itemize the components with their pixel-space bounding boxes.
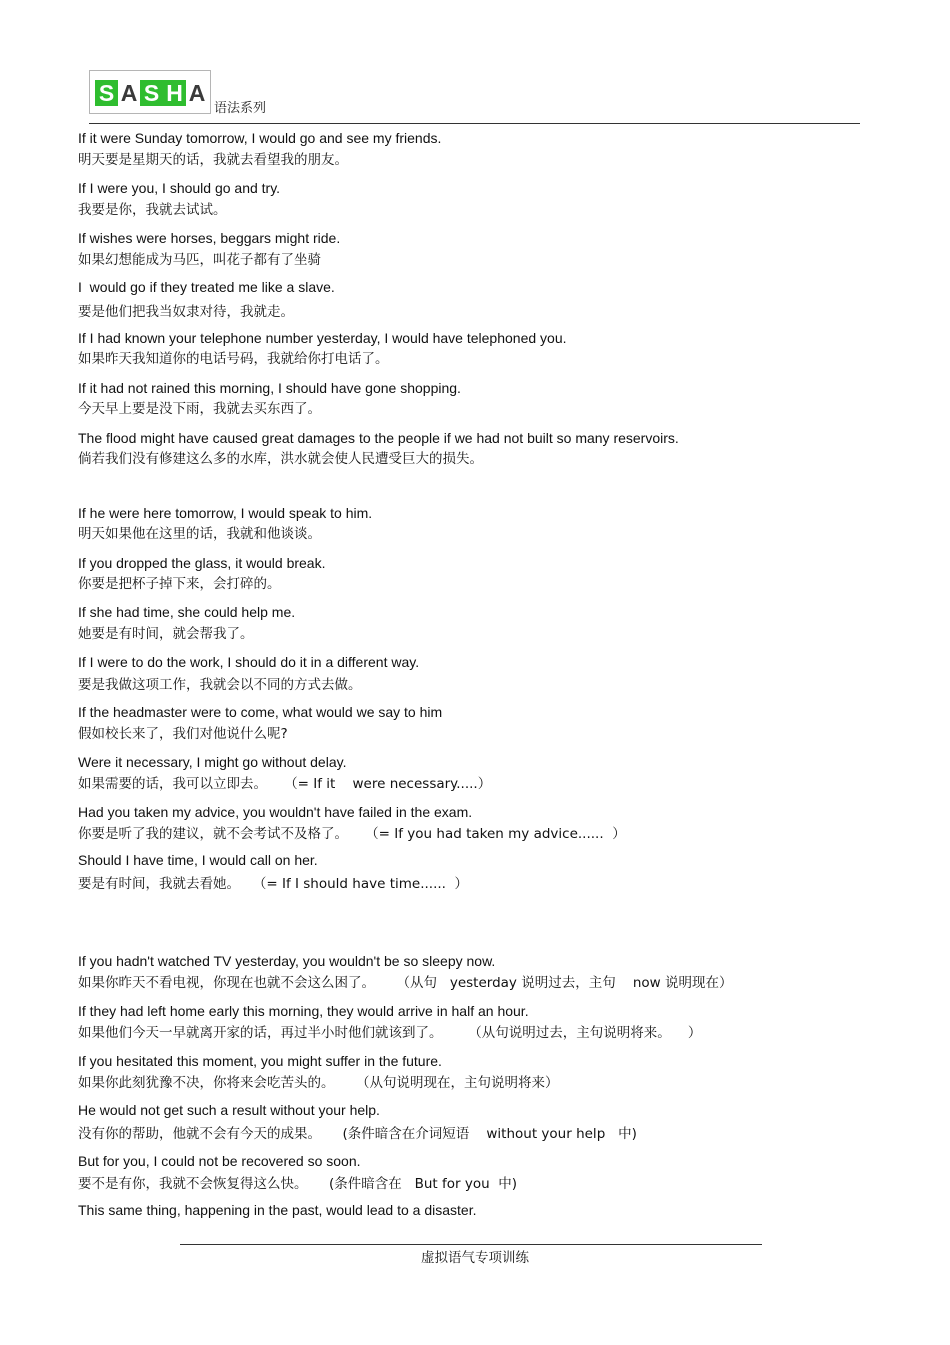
sentence-zh: 没有你的帮助，他就不会有今天的成果。 (条件暗含在介词短语 without your help 中)	[78, 1126, 637, 1142]
sentence-en: If the headmaster were to come, what would we say to him	[78, 704, 443, 720]
sentence-en: If she had time, she could help me.	[78, 604, 296, 620]
sentence-zh: 要是有时间，我就去看她。 （= If I should have time...... ）	[78, 876, 469, 892]
sentence-en: If you dropped the glass, it would break.	[78, 555, 326, 571]
sentence-en: If it were Sunday tomorrow, I would go and see my friends.	[78, 130, 442, 146]
sentence-en: I would go if they treated me like a slave.	[78, 279, 335, 295]
logo-letter-a2: A	[186, 80, 208, 106]
sentence-en: If I were you, I should go and try.	[78, 180, 281, 196]
sentence-zh: 倘若我们没有修建这么多的水库，洪水就会使人民遭受巨大的损失。	[78, 451, 483, 467]
sentence-zh: 你要是听了我的建议，就不会考试不及格了。 （= If you had taken my advice...... ）	[78, 826, 626, 842]
sentence-zh: 她要是有时间，就会帮我了。	[78, 626, 254, 642]
sentence-zh: 如果你此刻犹豫不决，你将来会吃苦头的。 （从句说明现在，主句说明将来）	[78, 1075, 559, 1091]
sentence-en: Should I have time, I would call on her.	[78, 852, 318, 868]
logo-letter-a1: A	[118, 80, 140, 106]
sentence-zh: 明天要是星期天的话，我就去看望我的朋友。	[78, 152, 348, 168]
sentence-en: Had you taken my advice, you wouldn't have failed in the exam.	[78, 804, 473, 820]
sentence-en: If it had not rained this morning, I should have gone shopping.	[78, 380, 461, 396]
sentence-zh: 要不是有你，我就不会恢复得这么快。 (条件暗含在 But for you 中)	[78, 1176, 518, 1192]
sentence-en: The flood might have caused great damages to the people if we had not built so many reservoirs.	[78, 430, 679, 446]
footer-title: 虚拟语气专项训练	[421, 1250, 529, 1266]
sentence-zh: 如果他们今天一早就离开家的话，再过半小时他们就该到了。 （从句说明过去，主句说明将来。 ）	[78, 1025, 702, 1041]
sentence-en: If they had left home early this morning, they would arrive in half an hour.	[78, 1003, 529, 1019]
sentence-zh: 今天早上要是没下雨，我就去买东西了。	[78, 401, 321, 417]
sentence-en: He would not get such a result without your help.	[78, 1102, 380, 1118]
sentence-zh: 我要是你，我就去试试。	[78, 202, 227, 218]
logo-letter-s2: S	[140, 80, 163, 106]
sentence-en: If you hesitated this moment, you might suffer in the future.	[78, 1053, 442, 1069]
series-label: 语法系列	[214, 101, 267, 116]
sentence-zh: 如果幻想能成为马匹，叫花子都有了坐骑	[78, 252, 321, 268]
header-divider	[89, 123, 860, 124]
sentence-en: If I had known your telephone number yesterday, I would have telephoned you.	[78, 330, 567, 346]
sentence-en: This same thing, happening in the past, would lead to a disaster.	[78, 1202, 477, 1218]
sentence-zh: 假如校长来了，我们对他说什么呢?	[78, 726, 288, 742]
sasha-logo	[89, 70, 211, 114]
sentence-zh: 如果昨天我知道你的电话号码，我就给你打电话了。	[78, 351, 389, 367]
sentence-zh: 如果需要的话，我可以立即去。 （= If it were necessary.....）	[78, 776, 492, 792]
sentence-en: Were it necessary, I might go without delay.	[78, 754, 347, 770]
sentence-zh: 你要是把杯子掉下来，会打碎的。	[78, 576, 281, 592]
sentence-en: If wishes were horses, beggars might ride.	[78, 230, 341, 246]
sentence-en: If I were to do the work, I should do it in a different way.	[78, 654, 420, 670]
sentence-zh: 要是我做这项工作，我就会以不同的方式去做。	[78, 677, 362, 693]
sentence-en: If you hadn't watched TV yesterday, you wouldn't be so sleepy now.	[78, 953, 496, 969]
sentence-en: If he were here tomorrow, I would speak to him.	[78, 505, 373, 521]
logo-letter-s1: S	[95, 80, 118, 106]
sentence-zh: 要是他们把我当奴隶对待，我就走。	[78, 304, 294, 320]
sentence-zh: 如果你昨天不看电视，你现在也就不会这么困了。 （从句 yesterday 说明过去，主句 now 说明现在）	[78, 975, 733, 991]
sentence-en: But for you, I could not be recovered so soon.	[78, 1153, 361, 1169]
logo-letter-h: H	[163, 80, 186, 106]
sentence-zh: 明天如果他在这里的话，我就和他谈谈。	[78, 526, 321, 542]
footer-divider	[180, 1244, 762, 1245]
